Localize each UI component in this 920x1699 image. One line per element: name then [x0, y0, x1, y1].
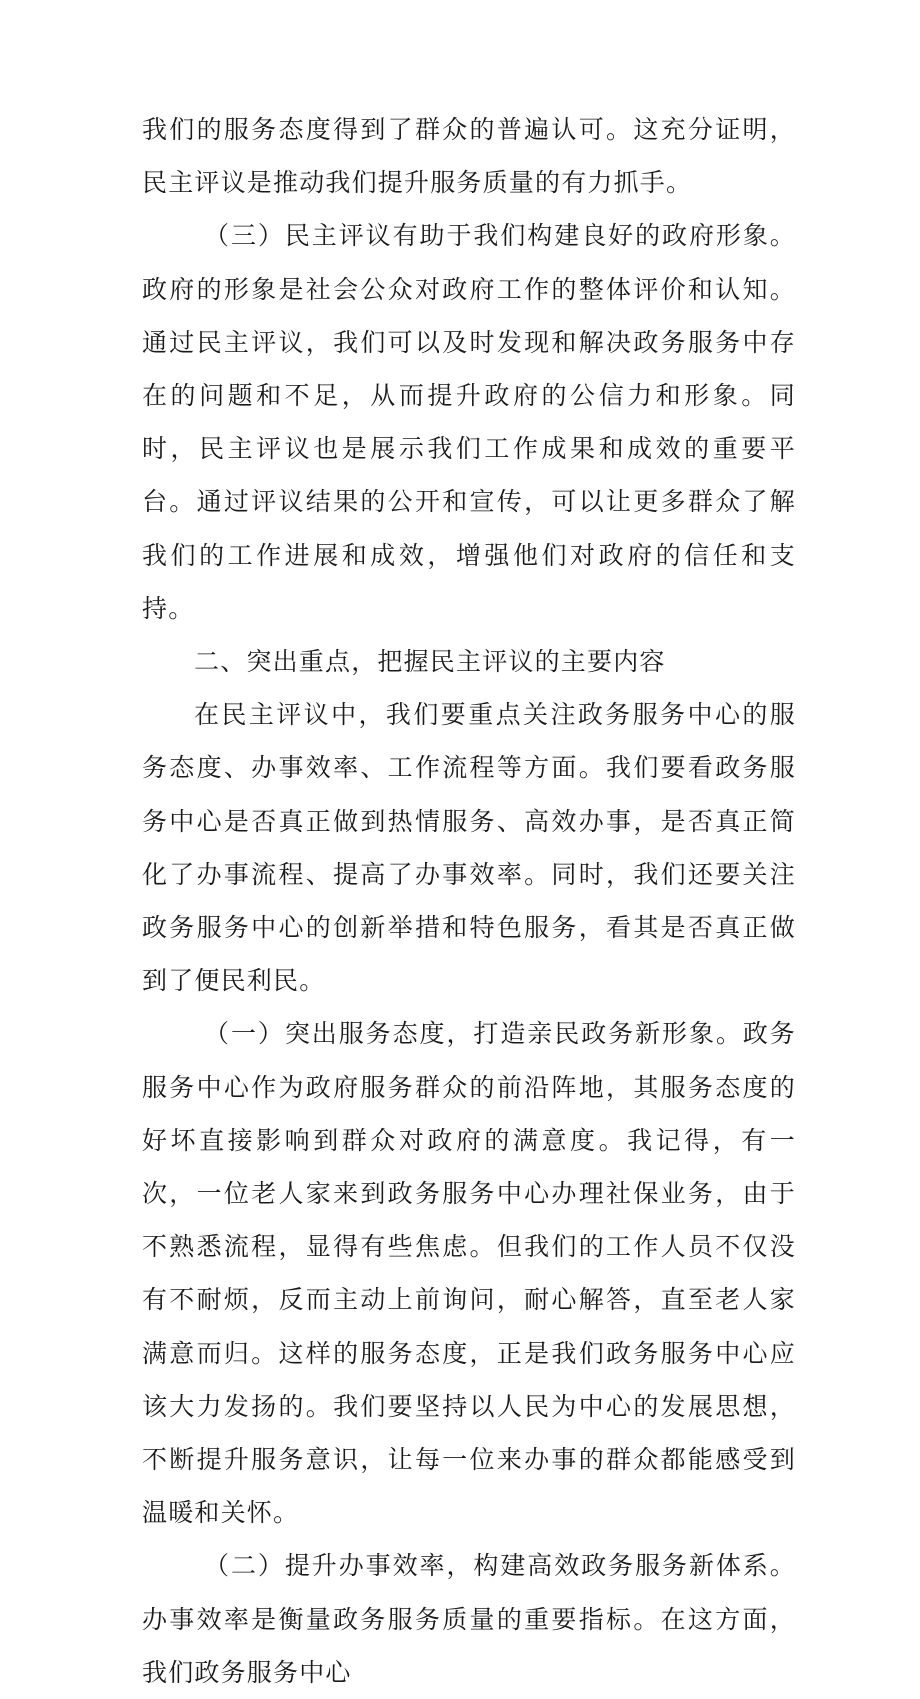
- paragraph-body: 在民主评议中，我们要重点关注政务服务中心的服务态度、办事效率、工作流程等方面。我们要看政务服务中心是否真正做到热情服务、高效办事，是否真正简化了办事流程、提高了办事效率。同时，我们还要关注政务服务中心的创新举措和特色服务，看其是否真正做到了便民利民。: [142, 700, 796, 996]
- paragraph-subsection-three: （三）民主评议有助于我们构建良好的政府形象。政府的形象是社会公众对政府工作的整体评价和认知。通过民主评议，我们可以及时发现和解决政务服务中存在的问题和不足，从而提升政府的公信力和形象。同时，民主评议也是展示我们工作成果和成效的重要平台。通过评议结果的公开和宣传，可以让更多群众了解我们的工作进展和成效，增强他们对政府的信任和支持。: [142, 221, 796, 623]
- paragraph-subsection-one: （一）突出服务态度，打造亲民政务新形象。政务服务中心作为政府服务群众的前沿阵地，其服务态度的好坏直接影响到群众对政府的满意度。我记得，有一次，一位老人家来到政务服务中心办理社保业务，由于不熟悉流程，显得有些焦虑。但我们的工作人员不仅没有不耐烦，反而主动上前询问，耐心解答，直至老人家满意而归。这样的服务态度，正是我们政务服务中心应该大力发扬的。我们要坚持以人民为中心的发展思想，不断提升服务意识，让每一位来办事的群众都能感受到温暖和关怀。: [142, 1019, 796, 1528]
- section-heading-two: 二、突出重点，把握民主评议的主要内容: [194, 647, 666, 677]
- paragraph-subsection-two: （二）提升办事效率，构建高效政务服务新体系。办事效率是衡量政务服务质量的重要指标。在这方面，我们政务服务中心: [142, 1551, 796, 1687]
- document-body: [142, 103, 796, 1699]
- paragraph-continuation: 我们的服务态度得到了群众的普遍认可。这充分证明，民主评议是推动我们提升服务质量的有力抓手。: [142, 115, 796, 198]
